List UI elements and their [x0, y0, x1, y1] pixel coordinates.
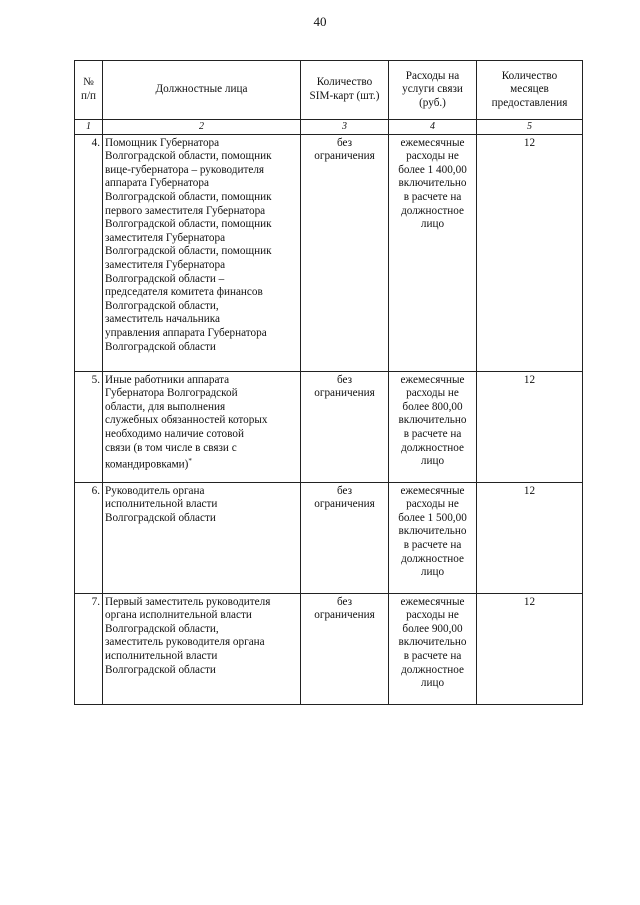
table-row — [75, 134, 583, 371]
row-expenses: ежемесячные расходы не более 800,00 включительно в расчете на должностное лицо — [389, 371, 477, 482]
row-sim-count: без ограничения — [301, 593, 389, 704]
expenses-table — [74, 60, 583, 705]
table-row — [75, 593, 583, 704]
header-months: Количество месяцев предоставления — [477, 61, 583, 120]
row-sim-count: без ограничения — [301, 482, 389, 593]
footnote-mark: * — [188, 457, 192, 466]
header-number: № п/п — [75, 61, 103, 120]
row-number: 5. — [75, 371, 103, 482]
row-sim-count: без ограничения — [301, 371, 389, 482]
header-expenses: Расходы на услуги связи (руб.) — [389, 61, 477, 120]
row-officials: Иные работники аппарата Губернатора Волгоградской области, для выполнения служебных обязанностей которых необходимо наличие сотовой связи (в том числе в связи с командировками) — [105, 373, 268, 471]
row-months: 12 — [477, 371, 583, 482]
header-sim-count: Количество SIM-карт (шт.) — [301, 61, 389, 120]
page-number: 40 — [313, 14, 327, 29]
row-officials-cell — [103, 371, 301, 482]
row-months: 12 — [477, 134, 583, 371]
row-expenses: ежемесячные расходы не более 1 500,00 включительно в расчете на должностное лицо — [389, 482, 477, 593]
column-number-row — [75, 120, 583, 135]
row-expenses: ежемесячные расходы не более 900,00 включительно в расчете на должностное лицо — [389, 593, 477, 704]
column-number: 4 — [389, 120, 477, 135]
header-officials: Должностные лица — [103, 61, 301, 120]
row-number: 4. — [75, 134, 103, 371]
column-number: 1 — [75, 120, 103, 135]
row-number: 6. — [75, 482, 103, 593]
column-number: 5 — [477, 120, 583, 135]
row-officials: Первый заместитель руководителя органа исполнительной власти Волгоградской области, заместитель руководителя органа исполнительной власти Волгоградской области — [103, 593, 301, 704]
column-number: 3 — [301, 120, 389, 135]
row-number: 7. — [75, 593, 103, 704]
column-number: 2 — [103, 120, 301, 135]
row-officials: Руководитель органа исполнительной власти Волгоградской области — [103, 482, 301, 593]
row-sim-count: без ограничения — [301, 134, 389, 371]
row-officials: Помощник Губернатора Волгоградской области, помощник вице-губернатора – руководителя аппарата Губернатора Волгоградской области, помощник первого заместителя Губернатора Волгоградской области, помощник заместителя Губернатора Волгоградской области, помощник заместителя Губернатора Волгоградской области – председателя комитета финансов Волгоградской области, заместитель начальника управления аппарата Губернатора Волгоградской области — [103, 134, 301, 371]
row-months: 12 — [477, 482, 583, 593]
table-row — [75, 371, 583, 482]
table-row — [75, 482, 583, 593]
row-expenses: ежемесячные расходы не более 1 400,00 включительно в расчете на должностное лицо — [389, 134, 477, 371]
table-header-row — [75, 61, 583, 120]
row-months: 12 — [477, 593, 583, 704]
